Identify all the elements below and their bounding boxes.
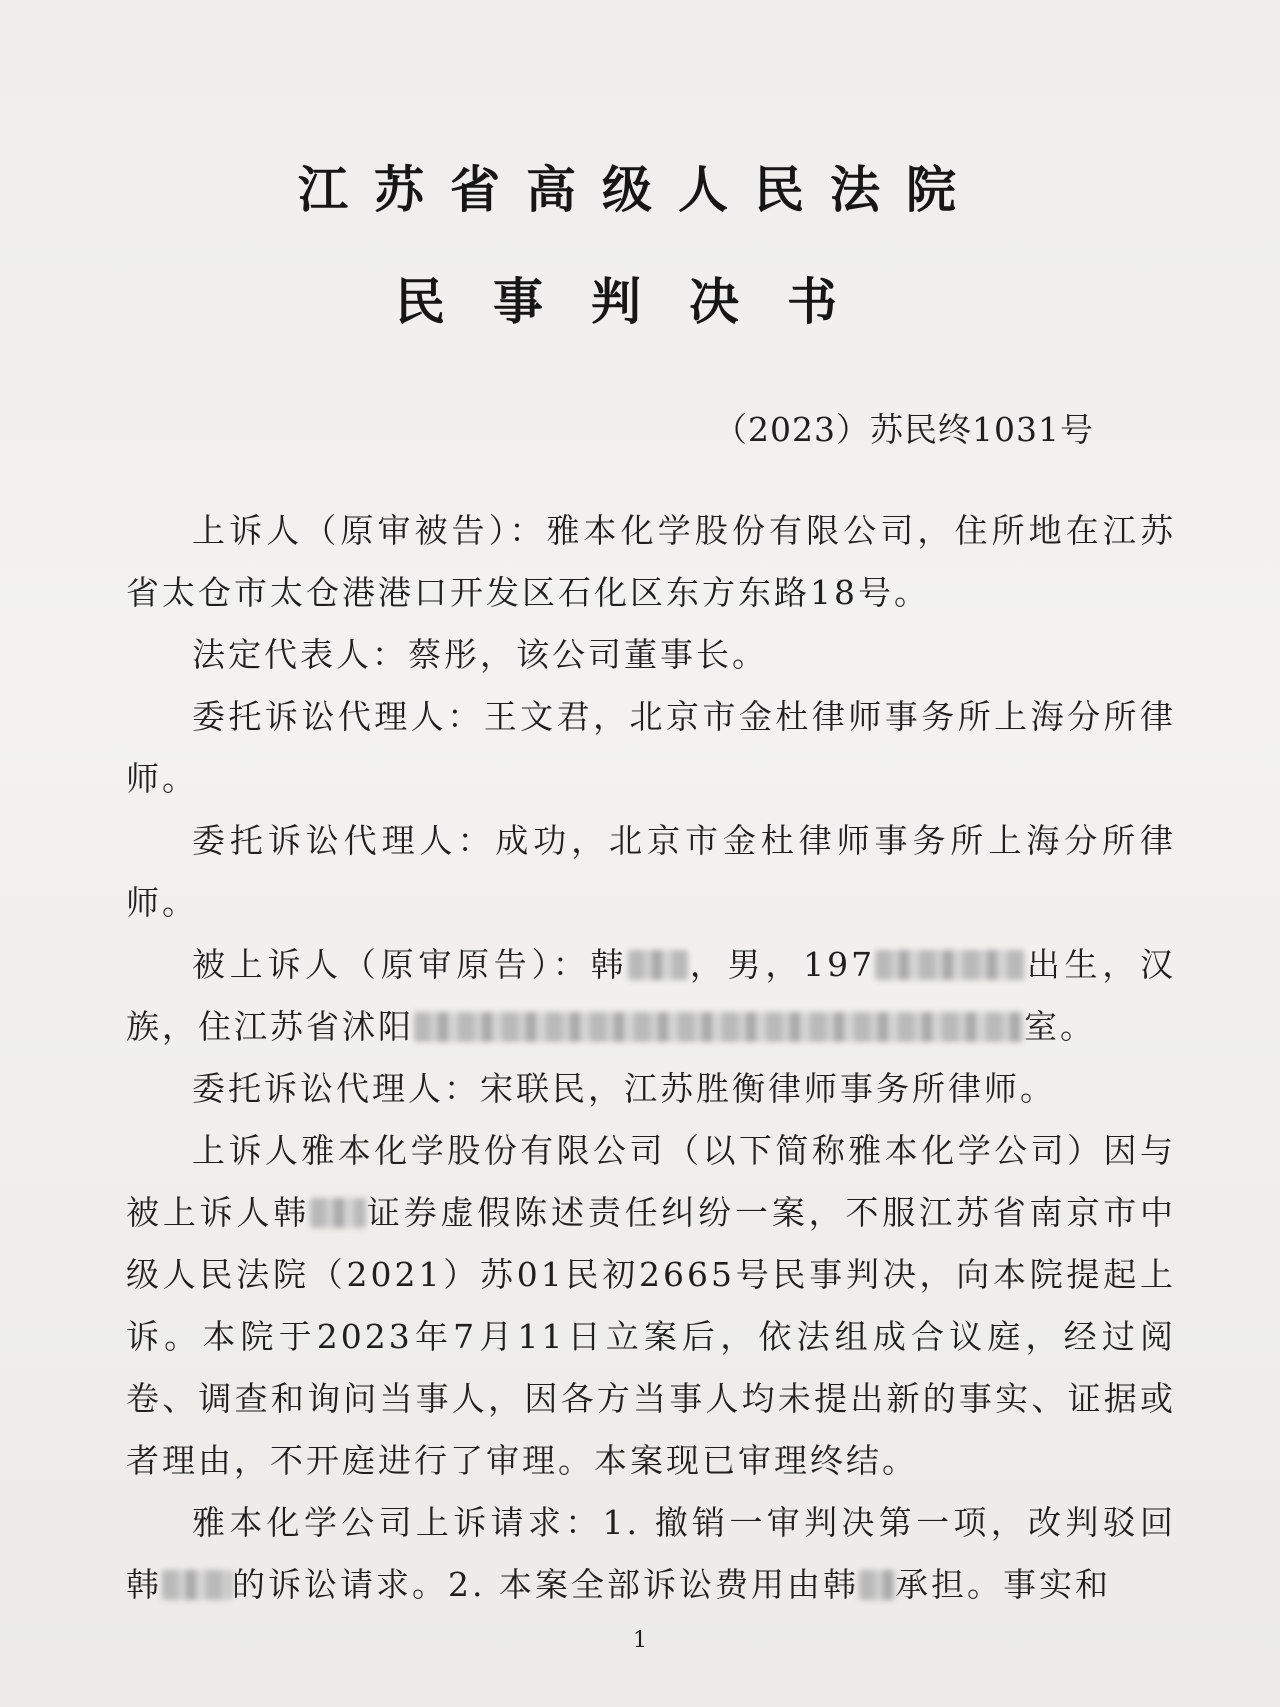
- appellant-paragraph: 上诉人（原审被告）：雅本化学股份有限公司，住所地在江苏省太仓市太仓港港口开发区石化区东方东路18号。: [126, 511, 1176, 612]
- appellee-text-1: 被上诉人（原审原告）：韩: [192, 945, 629, 984]
- redacted-name: [859, 1570, 895, 1600]
- appellee-paragraph: [126, 934, 1176, 1058]
- redacted-name: [162, 1570, 232, 1600]
- agent-paragraph-2: 委托诉讼代理人：成功，北京市金杜律师事务所上海分所律师。: [126, 821, 1176, 922]
- judgment-body: [126, 500, 1176, 1616]
- appellee-text-4: 室。: [1024, 1007, 1096, 1046]
- court-name: 江苏省高级人民法院: [298, 160, 982, 219]
- agent-paragraph-1: 委托诉讼代理人：王文君，北京市金杜律师事务所上海分所律师。: [126, 697, 1176, 798]
- redacted-birthdate: [875, 950, 1025, 980]
- redacted-name: [310, 1198, 366, 1228]
- agent-paragraph-3: 委托诉讼代理人：宋联民，江苏胜衡律师事务所律师。: [192, 1069, 1056, 1108]
- page-number: 1: [633, 1628, 647, 1653]
- case-number: （2023）苏民终1031号: [714, 410, 1094, 449]
- request-text-2: 的诉讼请求。2. 本案全部诉讼费用由韩: [232, 1565, 859, 1604]
- request-text-1: 雅本化学公司上诉请求：1. 撤销一审判决第一项，改判驳回韩: [126, 1503, 1176, 1604]
- redacted-name: [628, 950, 688, 980]
- document-type-title: 民事判决书: [395, 272, 885, 331]
- appellee-text-2: ，男，197: [688, 945, 876, 984]
- appeal-request-paragraph: [126, 1492, 1176, 1616]
- intro-text-2: 证券虚假陈述责任纠纷一案，不服江苏省南京市中级人民法院（2021）苏01民初2665号民事判决，向本院提起上诉。本院于2023年7月11日立案后，依法组成合议庭，经过阅卷、调查和询问当事人，因各方当事人均未提出新的事实、证据或者理由，不开庭进行了审理。本案现已审理终结。: [126, 1193, 1177, 1480]
- case-intro-paragraph: [126, 1120, 1176, 1492]
- intro-text-1: 上诉人雅本化学股份有限公司（以下简称雅本化学公司）因与被上诉人韩: [126, 1131, 1176, 1232]
- appellee-text-3: 出生，汉族，住江苏省沭阳: [126, 945, 1176, 1046]
- legal-representative-paragraph: 法定代表人：蔡彤，该公司董事长。: [192, 635, 768, 674]
- request-text-3: 承担。事实和: [894, 1565, 1111, 1604]
- redacted-address: [414, 1012, 1024, 1042]
